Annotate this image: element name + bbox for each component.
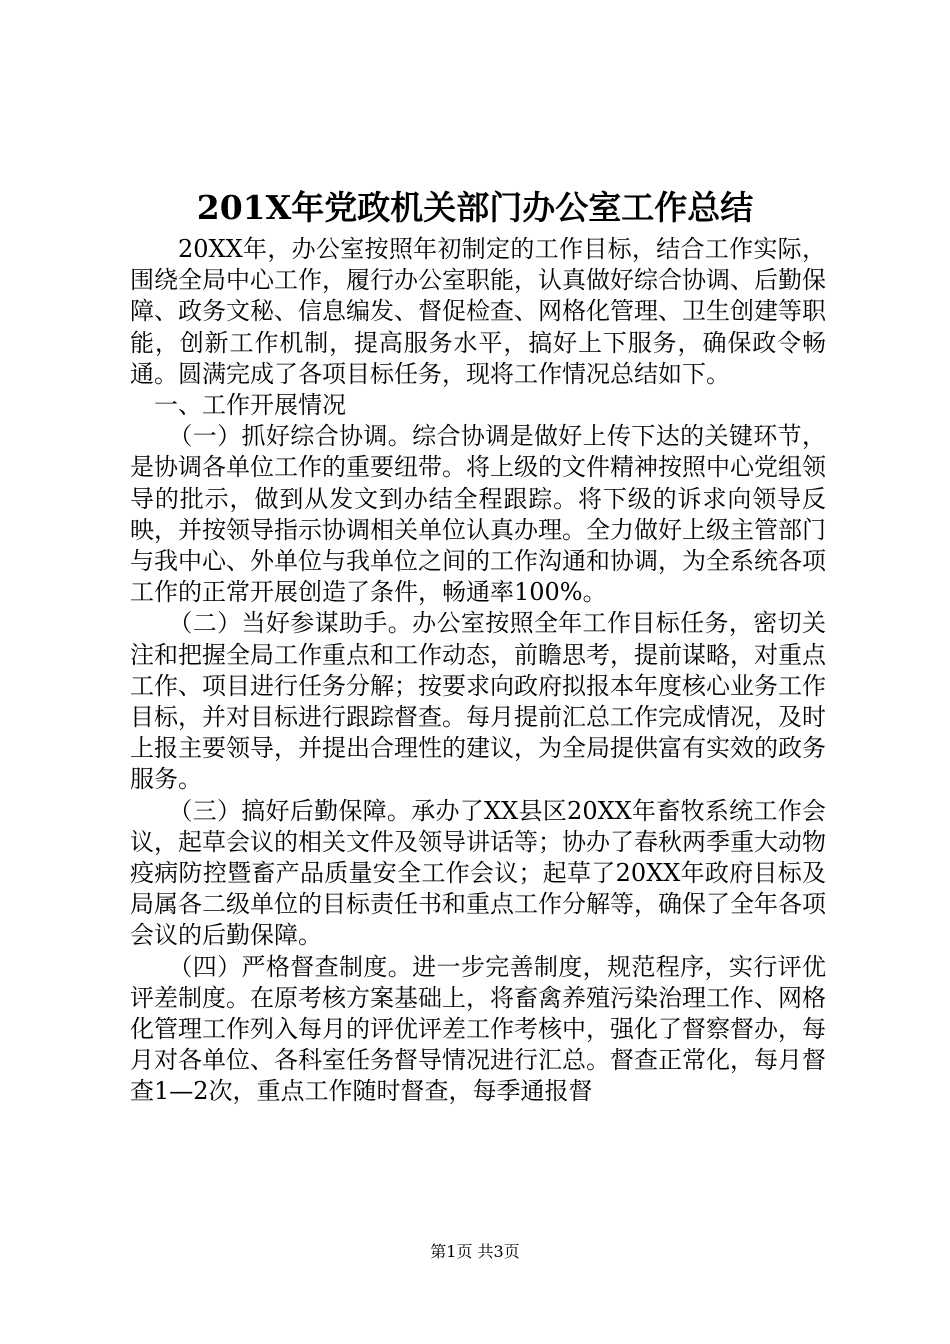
intro-paragraph: 20XX年，办公室按照年初制定的工作目标，结合工作实际，围绕全局中心工作，履行办公室职能，认真做好综合协调、后勤保障、政务文秘、信息编发、督促检查、网格化管理、卫生创建等职能，创新工作机制，提高服务水平，搞好上下服务，确保政令畅通。圆满完成了各项目标任务，现将工作情况总结如下。 xyxy=(130,235,826,388)
item-lead-4: （四）严格督查制度。 xyxy=(168,952,413,981)
item-text-4: 进一步完善制度，规范程序，实行评优评差制度。在原考核方案基础上，将畜禽养殖污染治理工作、网格化管理工作列入每月的评优评差工作考核中，强化了督察督办，每月对各单位、各科室任务督导情况进行汇总。督查正常化，每月督查1—2次，重点工作随时督查，每季通报督 xyxy=(130,952,827,1106)
item-text-3: 承办了XX县区20XX年畜牧系统工作会议，起草会议的相关文件及领导讲话等；协办了春秋两季重大动物疫病防控暨畜产品质量安全工作会议；起草了20XX年政府目标及局属各二级单位的目标责任书和重点工作分解等，确保了全年各项会议的后勤保障。 xyxy=(130,796,827,950)
item-paragraph-1 xyxy=(130,421,826,608)
item-lead-3: （三）搞好后勤保障。 xyxy=(168,796,412,825)
item-paragraph-3 xyxy=(130,796,826,952)
item-paragraph-4 xyxy=(130,952,826,1108)
section-heading-text: 一、工作开展情况 xyxy=(154,391,346,420)
section-heading xyxy=(130,390,826,421)
item-text-1: 综合协调是做好上传下达的关键环节，是协调各单位工作的重要纽带。将上级的文件精神按照中心党组领导的批示，做到从发文到办结全程跟踪。将下级的诉求向领导反映，并按领导指示协调相关单位认真办理。全力做好上级主管部门与我中心、外单位与我单位之间的工作沟通和协调，为全系统各项工作的正常开展创造了条件，畅通率100%。 xyxy=(130,422,827,607)
document-body xyxy=(130,234,826,1108)
item-text-2: 办公室按照全年工作目标任务，密切关注和把握全局工作重点和工作动态，前瞻思考，提前谋略，对重点工作、项目进行任务分解；按要求向政府拟报本年度核心业务工作目标，并对目标进行跟踪督查。每月提前汇总工作完成情况，及时上报主要领导，并提出合理性的建议，为全局提供富有实效的政务服务。 xyxy=(130,609,827,794)
document-title: 201X年党政机关部门办公室工作总结 xyxy=(196,188,754,227)
item-paragraph-2 xyxy=(130,608,826,795)
item-lead-2: （二）当好参谋助手。 xyxy=(168,609,413,638)
item-lead-1: （一）抓好综合协调。 xyxy=(168,422,413,451)
page-footer: 第1页 共3页 xyxy=(430,1242,520,1261)
